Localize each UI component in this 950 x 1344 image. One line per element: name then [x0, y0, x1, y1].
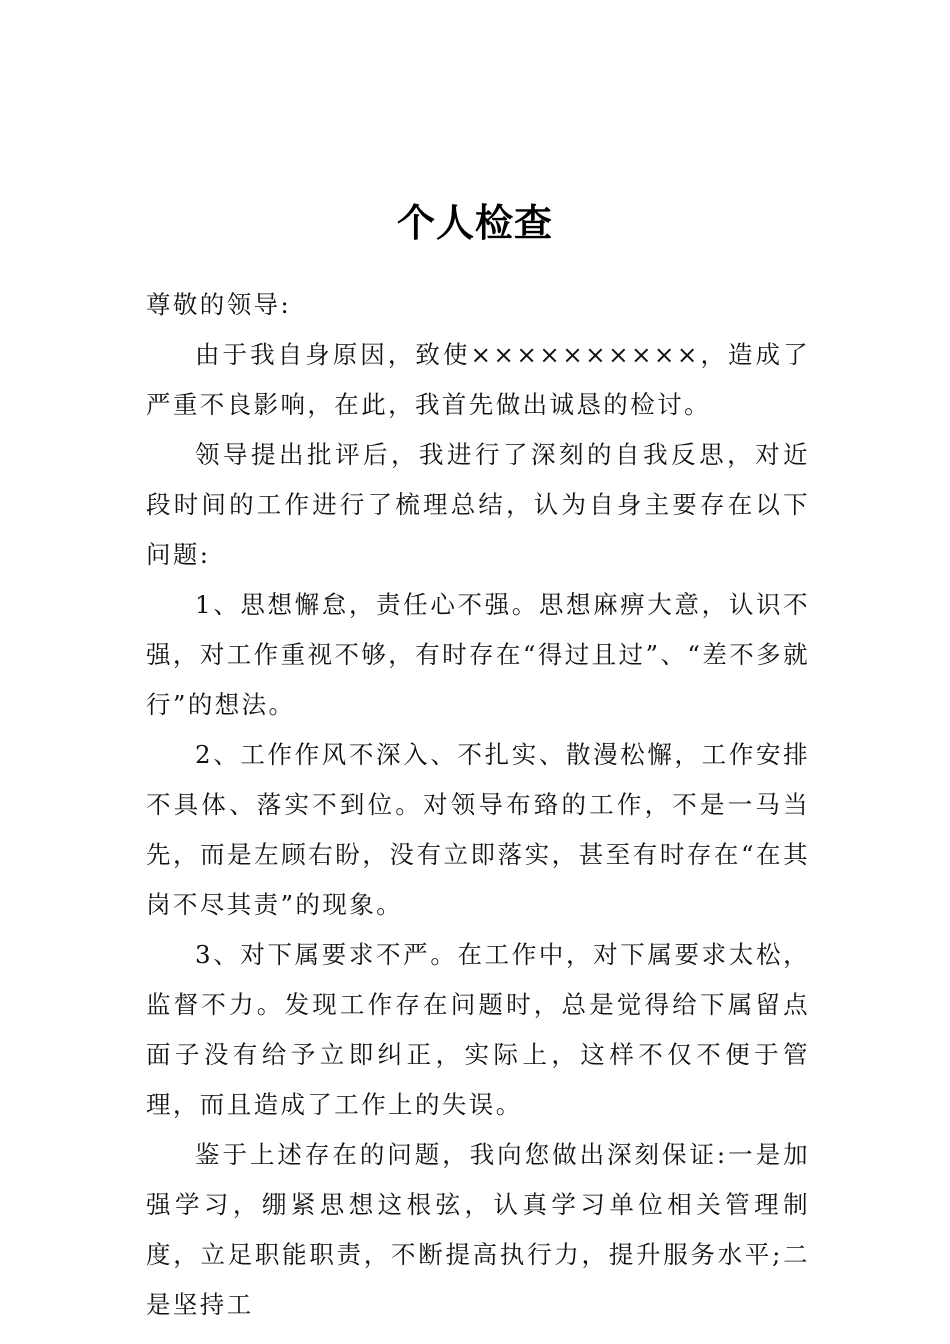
document-body [146, 280, 810, 1330]
paragraph-reflection: 领导提出批评后，我进行了深刻的自我反思，对近段时间的工作进行了梳理总结，认为自身主要存在以下问题: [146, 440, 810, 569]
paragraph-issue-2: 2、工作作风不深入、不扎实、散漫松懈，工作安排不具体、落实不到位。对领导布臵的工作，不是一马当先，而是左顾右盼，没有立即落实，甚至有时存在“在其岗不尽其责”的现象。 [146, 740, 810, 919]
paragraph-issue-3: 3、对下属要求不严。在工作中，对下属要求太松，监督不力。发现工作存在问题时，总是觉得给下属留点面子没有给予立即纠正，实际上，这样不仅不便于管理，而且造成了工作上的失误。 [146, 940, 810, 1119]
salutation: 尊敬的领导: [146, 290, 292, 319]
paragraph-intro: 由于我自身原因，致使××××××××××，造成了严重不良影响，在此，我首先做出诚恳的检讨。 [146, 340, 810, 419]
paragraph-issue-1: 1、思想懈怠，责任心不强。思想麻痹大意，认识不强，对工作重视不够，有时存在“得过且过”、“差不多就行”的想法。 [146, 590, 810, 719]
paragraph-commitment: 鉴于上述存在的问题，我向您做出深刻保证:一是加强学习，绷紧思想这根弦，认真学习单位相关管理制度，立足职能职责，不断提高执行力，提升服务水平;二是坚持工 [146, 1140, 810, 1319]
document-title: 个人检查 [396, 200, 553, 246]
